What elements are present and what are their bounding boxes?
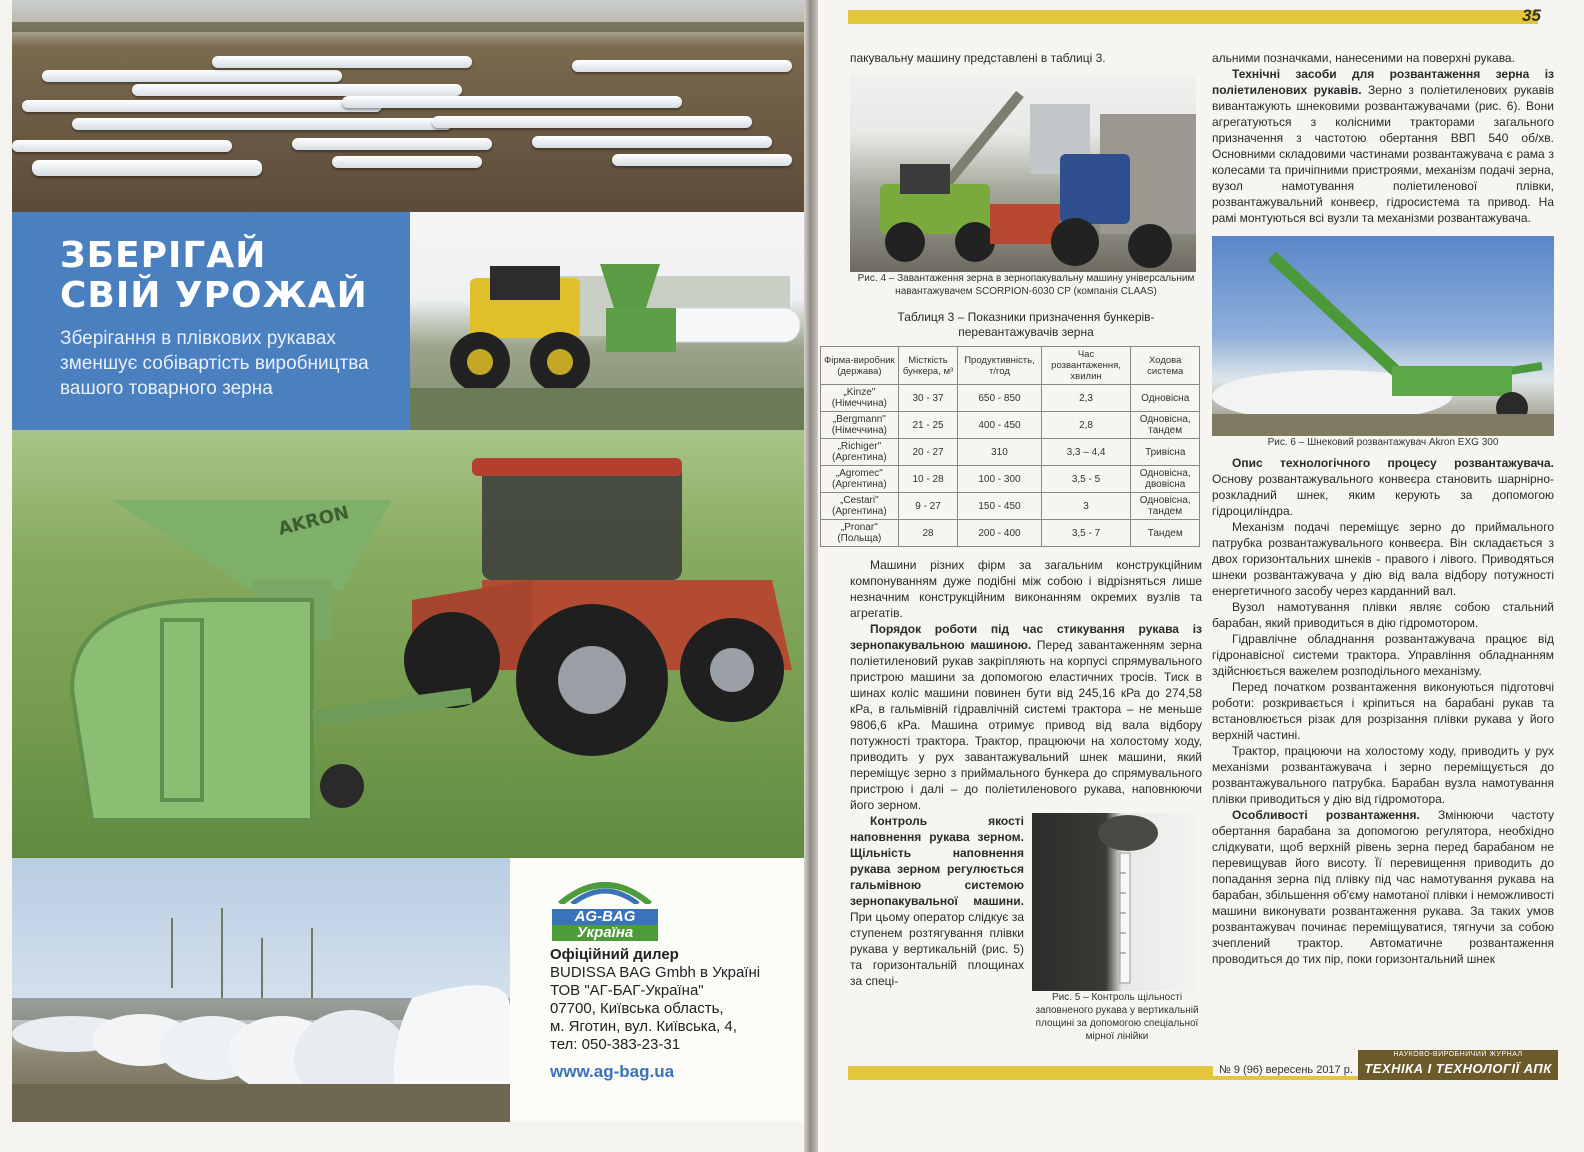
header-rule xyxy=(848,10,1538,24)
photo-tractor-akron-bagger xyxy=(12,430,804,858)
figure-5-photo xyxy=(1032,813,1196,991)
figure-6-caption: Рис. 6 – Шнековий розвантажувач Akron EXG 300 xyxy=(1267,437,1499,448)
paragraph xyxy=(1212,66,1554,226)
logo-arc-icon xyxy=(552,874,658,904)
paragraph-text: Основу розвантажувального конвеєра становить шарнірно-розкладний шнек, яким керують за допомогою гідроциліндра. xyxy=(1212,472,1554,518)
table-cell: 28 xyxy=(898,520,958,547)
section-with-figure-5 xyxy=(850,813,1202,1042)
paragraph xyxy=(1212,807,1554,967)
silo-bag xyxy=(612,154,792,166)
paragraph-text: При цьому оператор слідкує за ступенем розтягування плівки рукава у вертикальній (рис. 5) та горизонтальній площинах за спеці- xyxy=(850,910,1024,988)
dealer-phone: тел: 050-383-23-31 xyxy=(550,1036,681,1053)
unloader-illustration xyxy=(1212,236,1554,436)
dealer-title: Офіційний дилер xyxy=(550,946,679,963)
table-row xyxy=(821,493,1200,520)
banner-title-line2: СВІЙ УРОЖАЙ xyxy=(60,275,368,316)
dealer-address: 07700, Київська область, xyxy=(550,1000,724,1017)
table-header-cell: Час розвантаження, хвилин xyxy=(1041,347,1131,385)
banner-title-line1: ЗБЕРІГАЙ xyxy=(60,235,267,276)
paragraph-heading: Контроль якості наповнення рукава зерном. Щільність наповнення рукава зерном регулюється гальмівною системою зернопакувальної машини. xyxy=(850,814,1024,908)
paragraph: Гідравлічне обладнання розвантажувача працює від гідронавісної системи трактора. Управління обладнанням здійснюється важелем розподільного механізму. xyxy=(1212,632,1554,678)
silo-bag xyxy=(292,138,492,150)
dealer-address: м. Яготин, вул. Київська, 4, xyxy=(550,1018,737,1035)
table-3 xyxy=(820,346,1200,547)
table-3-title: Таблиця 3 – Показники призначення бункерів-перевантажувачів зерна xyxy=(897,310,1155,339)
tractor-bagger-illustration xyxy=(410,212,804,430)
figure-5-caption: Рис. 5 – Контроль щільності заповненого рукава у вертикальній площині за допомогою спеціальної мірної лінійки xyxy=(1035,992,1199,1042)
table-cell: 400 - 450 xyxy=(958,412,1041,439)
table-cell: 100 - 300 xyxy=(958,466,1041,493)
dealer-block xyxy=(510,858,804,1122)
issue-info: № 9 (96) вересень 2017 р. xyxy=(1213,1064,1359,1076)
photo-tractor-bagger xyxy=(410,212,804,430)
dealer-line: BUDISSA BAG Gmbh в Україні xyxy=(550,964,761,981)
silo-bag xyxy=(332,156,482,168)
table-cell: Тривісна xyxy=(1131,439,1200,466)
measuring-ruler-illustration xyxy=(1032,813,1196,991)
table-cell: 200 - 400 xyxy=(958,520,1041,547)
table-cell: 30 - 37 xyxy=(898,385,958,412)
paragraph: Машини різних фірм за загальним конструкційним компонуванням дуже подібні між собою і відрізняться лише незначним конструкційним виконанням окремих вузлів та агрегатів. xyxy=(850,558,1202,620)
paragraph-text: Перед завантаженням зерна поліетиленовий рукав закріпляють на корпусі спрямувального пристрою машини за допомогою еластичних тросів. Тиск в шинах коліс машини повинен бути від 245,16 кРа до 274,58 кРа, в гальмівній гідравлічній системі трактора – не меньше 9806,6 кРа. Машина отримує привод від вала відбору потужності трактора. Трактор, працюючи на холостому ходу, приводить у рух завантажувальний шнек машини, який переміщує зерно з приймального бункера до спрямувального пристрою і далі – до поліетиленового рукава, наповнюючи його зерном. xyxy=(850,638,1202,812)
table-cell: 21 - 25 xyxy=(898,412,958,439)
table-header-cell: Місткість бункера, м³ xyxy=(898,347,958,385)
table-cell: 9 - 27 xyxy=(898,493,958,520)
silo-bag xyxy=(432,116,752,128)
table-header-cell: Продуктивність, т/год xyxy=(958,347,1041,385)
silo-bag xyxy=(72,118,452,130)
paragraph: Вузол намотування плівки являє собою стальний барабан, який приводиться в дію гідромотором. xyxy=(1212,600,1554,630)
table-cell: „Richiger" (Аргентина) xyxy=(821,439,899,466)
silo-bag xyxy=(22,100,382,112)
photo-silo-bags-row xyxy=(12,858,510,1122)
machine-label: AKRON xyxy=(276,502,352,540)
figure-5 xyxy=(1032,813,1202,1043)
table-cell: Одновісна, тандем xyxy=(1131,493,1200,520)
paragraph-heading: Порядок роботи під час стикування рукава із зернопакувальною машиною. xyxy=(850,622,1202,652)
paragraph xyxy=(850,621,1202,813)
paragraph: пакувальну машину представлені в таблиці 3. xyxy=(850,51,1106,65)
paragraph-heading: Особливості розвантаження. xyxy=(1232,808,1420,822)
paragraph-text: Змінюючи частоту обертання барабана за допомогою регулятора, необхідно слідкувати, щоб верхній рівень зерна перед барабаном не перевищував його висоту. Її перевищення приводить до попадання зерна під плівку під час намотування рукава на барабан, збільшення об'єму намотаної плівки і неможливості машини виконувати розвантаження рукава. За таких умов розвантажувач починає переміщуватися, тягнучи за собою зчеплений трактор. Автоматичне розвантаження проводиться до тих пір, поки горизонтальний шнек xyxy=(1212,808,1554,966)
table-cell: 2,8 xyxy=(1041,412,1131,439)
silo-bag xyxy=(572,60,792,72)
page-number: 35 xyxy=(1522,6,1541,25)
silo-bag xyxy=(212,56,472,68)
photo-silo-bags-field xyxy=(12,0,804,212)
table-cell: 3 xyxy=(1041,493,1131,520)
silo-bag xyxy=(42,70,342,82)
paragraph: альними позначками, нанесеними на поверхні рукава. xyxy=(1212,51,1515,65)
table-cell: „Kinze" (Німеччина) xyxy=(821,385,899,412)
paragraph-heading: Опис технологічного процесу розвантажувача. xyxy=(1232,456,1554,470)
journal-subtitle: НАУКОВО-ВИРОБНИЧИЙ ЖУРНАЛ xyxy=(1393,1051,1523,1058)
dealer-line: ТОВ "АГ-БАГ-Україна" xyxy=(550,982,704,999)
table-row xyxy=(821,412,1200,439)
logo-text-top: AG-BAG xyxy=(552,909,658,925)
figure-4-caption: Рис. 4 – Завантаження зерна в зернопакувальну машину універсальним навантажувачем SCORPION-6030 CP (компанія CLAAS) xyxy=(857,273,1195,297)
table-cell: „Agromec" (Аргентина) xyxy=(821,466,899,493)
promo-banner xyxy=(12,212,410,430)
table-cell: Тандем xyxy=(1131,520,1200,547)
table-header-cell: Ходова система xyxy=(1131,347,1200,385)
paragraph-heading: Технічні засоби для розвантаження зерна із поліетиленових рукавів. xyxy=(1212,67,1554,97)
table-header-cell: Фірма-виробник (держава) xyxy=(821,347,899,385)
silo-bag xyxy=(532,136,772,148)
table-row xyxy=(821,520,1200,547)
logo-text-bottom: Україна xyxy=(552,925,658,941)
silo-bag xyxy=(342,96,682,108)
paragraph: Трактор, працюючи на холостому ходу, приводить у рух механізми розвантажувача і зерно переміщується до розвантажувального патрубка. Барабан вузла намотування плівки приводиться у дію від гідромотора. xyxy=(1212,744,1554,806)
figure-4-photo xyxy=(850,74,1196,272)
table-cell: „Pronar" (Польща) xyxy=(821,520,899,547)
tractor-akron-illustration xyxy=(12,430,804,858)
figure-6-photo xyxy=(1212,236,1554,436)
banner-subtitle: Зберігання в плівкових рукавах зменшує собівартість виробництва вашого товарного зерна xyxy=(60,328,369,399)
table-cell: „Bergmann" (Німеччина) xyxy=(821,412,899,439)
banner-title xyxy=(60,236,410,316)
table-cell: 10 - 28 xyxy=(898,466,958,493)
table-cell: 3,5 - 7 xyxy=(1041,520,1131,547)
article-column-left xyxy=(824,50,1202,1043)
article-column-right xyxy=(1212,50,1554,967)
magazine-spine xyxy=(804,0,818,1152)
table-cell: 310 xyxy=(958,439,1041,466)
table-cell: 650 - 850 xyxy=(958,385,1041,412)
paragraph: Перед початком розвантаження виконуються підготовчі роботи: розкривається і кріпиться на барабані рукав та встановлюється різак для розрізання плівки рукава у його верхній частині. xyxy=(1212,680,1554,742)
silo-bag xyxy=(32,160,262,176)
loader-illustration xyxy=(850,74,1196,272)
paragraph-text: Зерно з поліетиленових рукавів вивантажують шнековими розвантажувачами (рис. 6). Вони агрегатуються з колісними тракторами загального призначення з частотою обертання ВВП 540 об/хв. Основними складовими частинами розвантажувача є рама з колесами та причіпними пристроями, механізм подачі зерна, вузол намотування поліетиленової плівки, розвантажувальний конвеєр, гідросистема та привод. На рамі монтуються всі вузли та механізми розвантажувача. xyxy=(1212,83,1555,225)
dealer-website-link[interactable]: www.ag-bag.ua xyxy=(550,1062,675,1081)
table-cell: 2,3 xyxy=(1041,385,1131,412)
table-row xyxy=(821,439,1200,466)
table-cell: 150 - 450 xyxy=(958,493,1041,520)
table-cell: 20 - 27 xyxy=(898,439,958,466)
tree-line xyxy=(12,22,804,32)
table-header-row xyxy=(821,347,1200,385)
table-cell: Одновісна, двовісна xyxy=(1131,466,1200,493)
ag-bag-logo xyxy=(552,874,658,941)
silo-bags-illustration xyxy=(12,858,510,1122)
table-cell: 3,3 – 4,4 xyxy=(1041,439,1131,466)
silo-bag xyxy=(12,140,232,152)
table-row xyxy=(821,385,1200,412)
paragraph xyxy=(1212,455,1554,519)
table-cell: Одновісна, тандем xyxy=(1131,412,1200,439)
journal-name-badge xyxy=(1358,1050,1558,1080)
table-row xyxy=(821,466,1200,493)
journal-title: ТЕХНІКА І ТЕХНОЛОГІЇ АПК xyxy=(1364,1061,1552,1076)
article-page xyxy=(818,0,1584,1152)
table-cell: „Cestari" (Аргентина) xyxy=(821,493,899,520)
paragraph: Механізм подачі переміщує зерно до приймального патрубка розвантажувального конвеєра. Він складається з двох горизонтальних шнеків - правого і лівого. Приводяться шнеки розвантажувача у дію від вала відбору потужності енергетичного засобу через карданний вал. xyxy=(1212,520,1554,598)
silo-bag xyxy=(132,84,462,96)
table-cell: 3,5 - 5 xyxy=(1041,466,1131,493)
table-cell: Одновісна xyxy=(1131,385,1200,412)
